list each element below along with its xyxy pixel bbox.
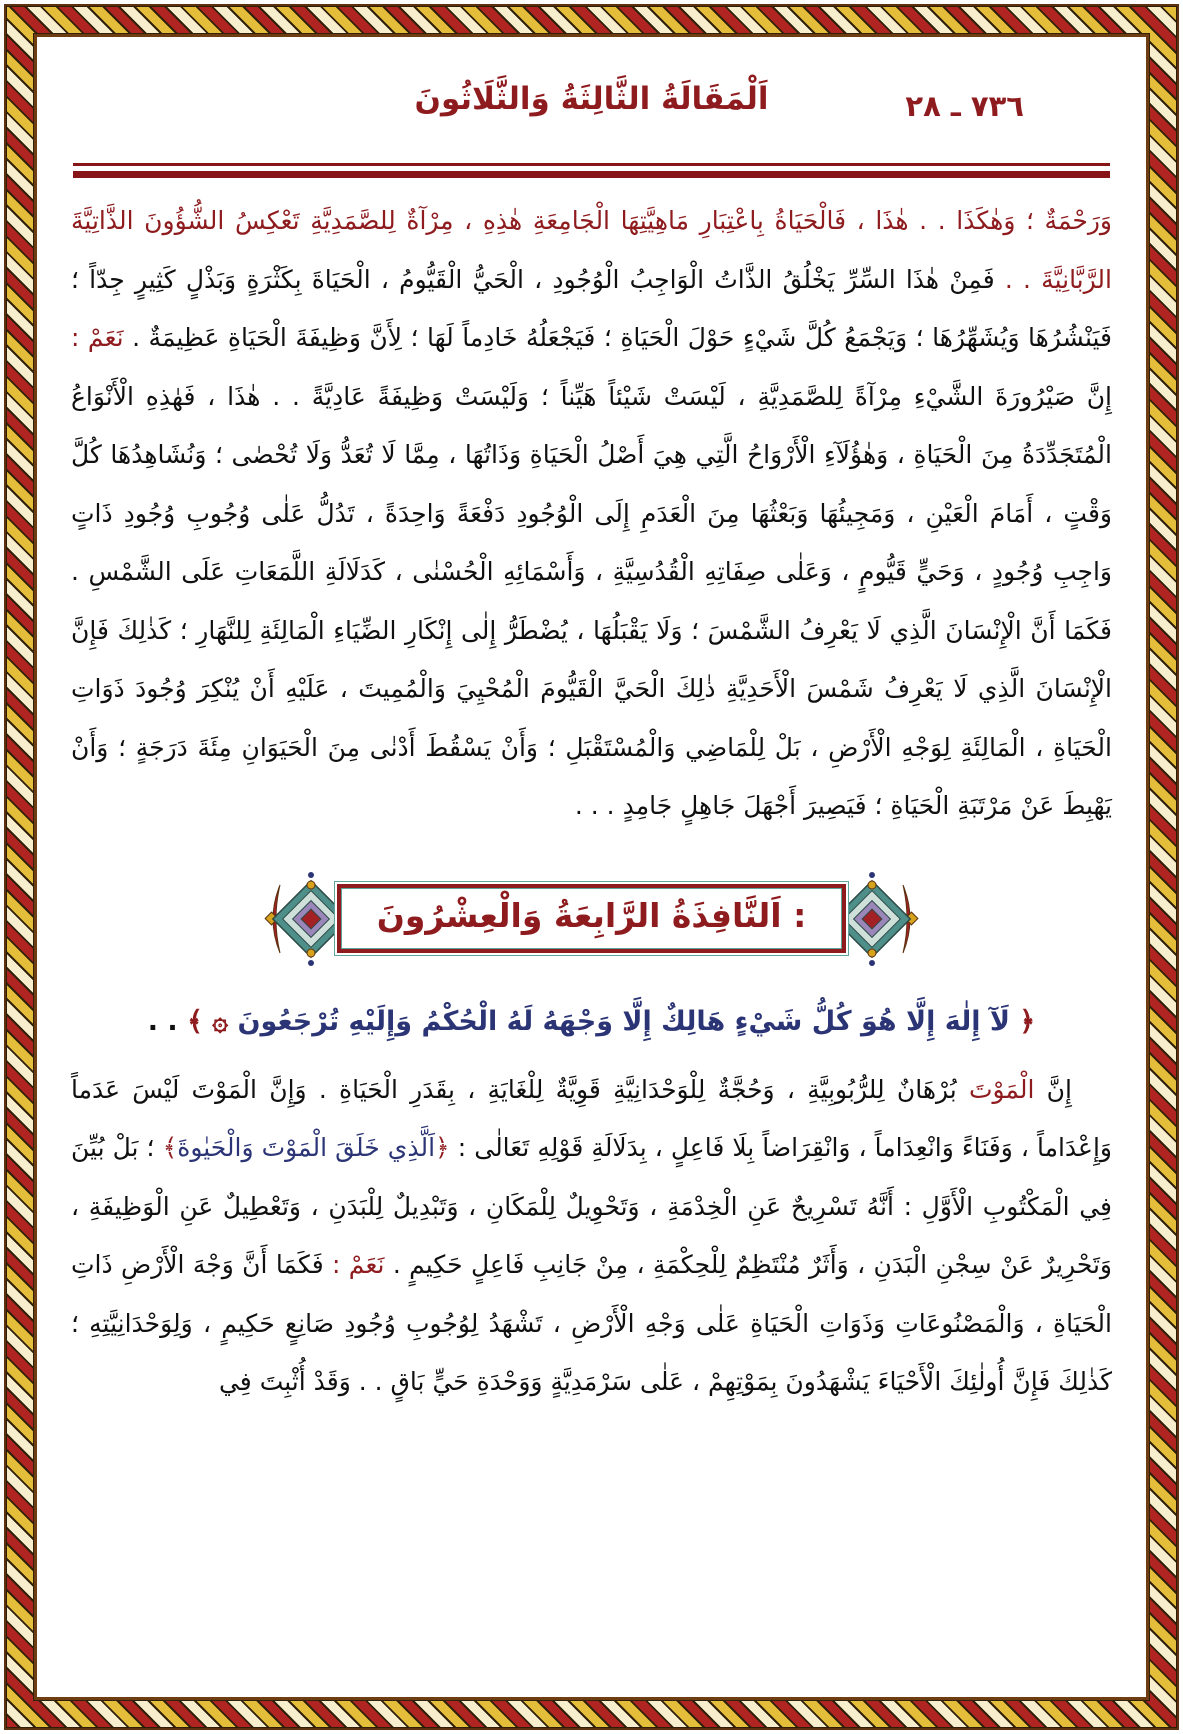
- page-header: [71, 67, 1112, 145]
- paragraph-1: وَرَحْمَةٌ ؛ وَهٰكَذَا . . هٰذَا ، فَالْحَيَاةُ بِاعْتِبَارِ مَاهِيَّتِهَا الْجَامِعَةِ هٰذِهِ ، مِرْآةٌ لِلصَّمَدِيَّةِ تَعْكِسُ الشُّؤُونَ الذَّاتِيَّةَ الرَّبَّانِيَّةَ . . فَمِنْ هٰذَا السِّرِّ يَخْلُقُ الذَّاتُ الْوَاجِبُ الْوُجُودِ ، الْحَيُّ الْقَيُّومُ ، الْحَيَاةَ بِكَثْرَةٍ وَبَذْلٍ كَثِيرٍ جِدّاً ؛ فَيَنْشُرُهَا وَيُشَهِّرُهَا ؛ وَيَجْمَعُ كُلَّ شَيْءٍ حَوْلَ الْحَيَاةِ ؛ فَيَجْعَلُهُ خَادِماً لَهَا ؛ لِأَنَّ وَظِيفَةَ الْحَيَاةِ عَظِيمَةٌ . نَعَمْ : إِنَّ صَيْرُورَةَ الشَّيْءِ مِرْآةً لِلصَّمَدِيَّةِ ، لَيْسَتْ شَيْئاً هَيِّناً ؛ وَلَيْسَتْ وَظِيفَةً عَادِيَّةً . . هٰذَا ، فَهٰذِهِ الْأَنْوَاعُ الْمُتَجَدِّدَةُ مِنَ الْحَيَاةِ ، وَهٰؤُلَآءِ الْأَرْوَاحُ الَّتِي هِيَ أَصْلُ الْحَيَاةِ وَذَاتُهَا ، مِمَّا لَا تُعَدُّ وَلَا تُحْصٰى ؛ وَنُشَاهِدُهَا كُلَّ وَقْتٍ ، أَمَامَ الْعَيْنِ ، وَمَجِيئُهَا وَبَعْثُهَا مِنَ الْعَدَمِ إِلَى الْوُجُودِ دَفْعَةً وَاحِدَةً ، تَدُلُّ عَلٰى وُجُوبِ وُجُودِ ذَاتٍ وَاجِبِ وُجُودٍ ، وَحَيٍّ قَيُّومٍ ، وَعَلٰى صِفَاتِهِ الْقُدُسِيَّةِ ، وَأَسْمَائِهِ الْحُسْنٰى ، كَدَلَالَةِ اللَّمَعَاتِ عَلَى الشَّمْسِ . فَكَمَا أَنَّ الْإِنْسَانَ الَّذِي لَا يَعْرِفُ الشَّمْسَ ؛ وَلَا يَقْبَلُهَا ، يُضْطَرُّ إِلٰى إِنْكَارِ الضِّيَاءِ الْمَالِئَةِ لِلنَّهَارِ ؛ كَذٰلِكَ فَإِنَّ الْإِنْسَانَ الَّذِي لَا يَعْرِفُ شَمْسَ الْأَحَدِيَّةِ ذٰلِكَ الْحَيَّ الْقَيُّومَ الْمُحْيِيَ وَالْمُمِيتَ ، عَلَيْهِ أَنْ يُنْكِرَ وُجُودَ ذَوَاتِ الْحَيَاةِ ، الْمَالِئَةِ لِوَجْهِ الْأَرْضِ ، بَلْ لِلْمَاضِي وَالْمُسْتَقْبَلِ ؛ وَأَنْ يَسْقُطَ أَدْنٰى مِنَ الْحَيَوَانِ مِئَةَ دَرَجَةٍ ؛ وَأَنْ يَهْبِطَ عَنْ مَرْتَبَةِ الْحَيَاةِ ؛ فَيَصِيرَ أَجْهَلَ جَاهِلٍ جَامِدٍ . . .: [71, 206, 1112, 820]
- page-title: اَلْمَقَالَةُ الثَّالِثَةُ وَالثَّلَاثُونَ: [414, 81, 769, 117]
- window-title-row: [71, 866, 1112, 972]
- paragraph-2: إِنَّ الْمَوْتَ بُرْهَانٌ لِلرُّبُوبِيَّةِ ، وَحُجَّةٌ لِلْوَحْدَانِيَّةِ قَوِيَّةٌ لِلْغَايَةِ ، بِقَدَرِ الْحَيَاةِ . وَإِنَّ الْمَوْتَ لَيْسَ عَدَماً وَإِعْدَاماً ، وَفَنَاءً وَانْعِدَاماً ، وَانْقِرَاضاً بِلَا فَاعِلٍ ، بِدَلَالَةِ قَوْلِهِ تَعَالٰى : ﴿اَلَّذِي خَلَقَ الْمَوْتَ وَالْحَيٰوةَ﴾ ؛ بَلْ بُيِّنَ فِي الْمَكْتُوبِ الْأَوَّلِ : أَنَّهُ تَسْرِيحٌ عَنِ الْخِدْمَةِ ، وَتَحْوِيلٌ لِلْمَكَانِ ، وَتَبْدِيلٌ لِلْبَدَنِ ، وَتَعْطِيلٌ عَنِ الْوَظِيفَةِ ، وَتَحْرِيرٌ عَنْ سِجْنِ الْبَدَنِ ، وَأَثَرٌ مُنْتَظِمٌ لِلْحِكْمَةِ ، مِنْ جَانِبِ فَاعِلٍ حَكِيمٍ . نَعَمْ : فَكَمَا أَنَّ وَجْهَ الْأَرْضِ ذَاتِ الْحَيَاةِ ، وَالْمَصْنُوعَاتِ وَذَوَاتِ الْحَيَاةِ عَلٰى وَجْهِ الْأَرْضِ ، تَشْهَدُ لِوُجُوبِ وُجُودِ صَانِعٍ حَكِيمٍ ، وَلِوَحْدَانِيَّتِهِ ؛ كَذٰلِكَ فَإِنَّ أُولٰئِكَ الْأَحْيَاءَ يَشْهَدُونَ بِمَوْتِهِمْ ، عَلٰى سَرْمَدِيَّةٍ وَوَحْدَةِ حَيٍّ بَاقٍ . . وَقَدْ أُثْبِتَ فِي: [71, 1074, 1112, 1397]
- window-title: اَلنَّافِذَةُ الرَّابِعَةُ وَالْعِشْرُونَ :: [376, 896, 807, 935]
- floral-mosaic-ornament-icon: [264, 869, 342, 969]
- double-rule-divider: [73, 163, 1110, 178]
- page-number: ٧٣٦ ـ ٢٨: [905, 89, 1024, 123]
- window-title-box: [334, 881, 850, 956]
- page-sheet: [34, 34, 1149, 1700]
- floral-mosaic-ornament-icon: [841, 869, 919, 969]
- window-title-box-inner: [337, 884, 847, 953]
- quran-verse: ﴿ لَآ إِلٰهَ إِلَّا هُوَ كُلُّ شَيْءٍ هَالِكٌ إِلَّا وَجْهَهُ لَهُ الْحُكْمُ وَإِلَيْهِ تُرْجَعُونَ ۞ ﴾ . .: [147, 1005, 1036, 1037]
